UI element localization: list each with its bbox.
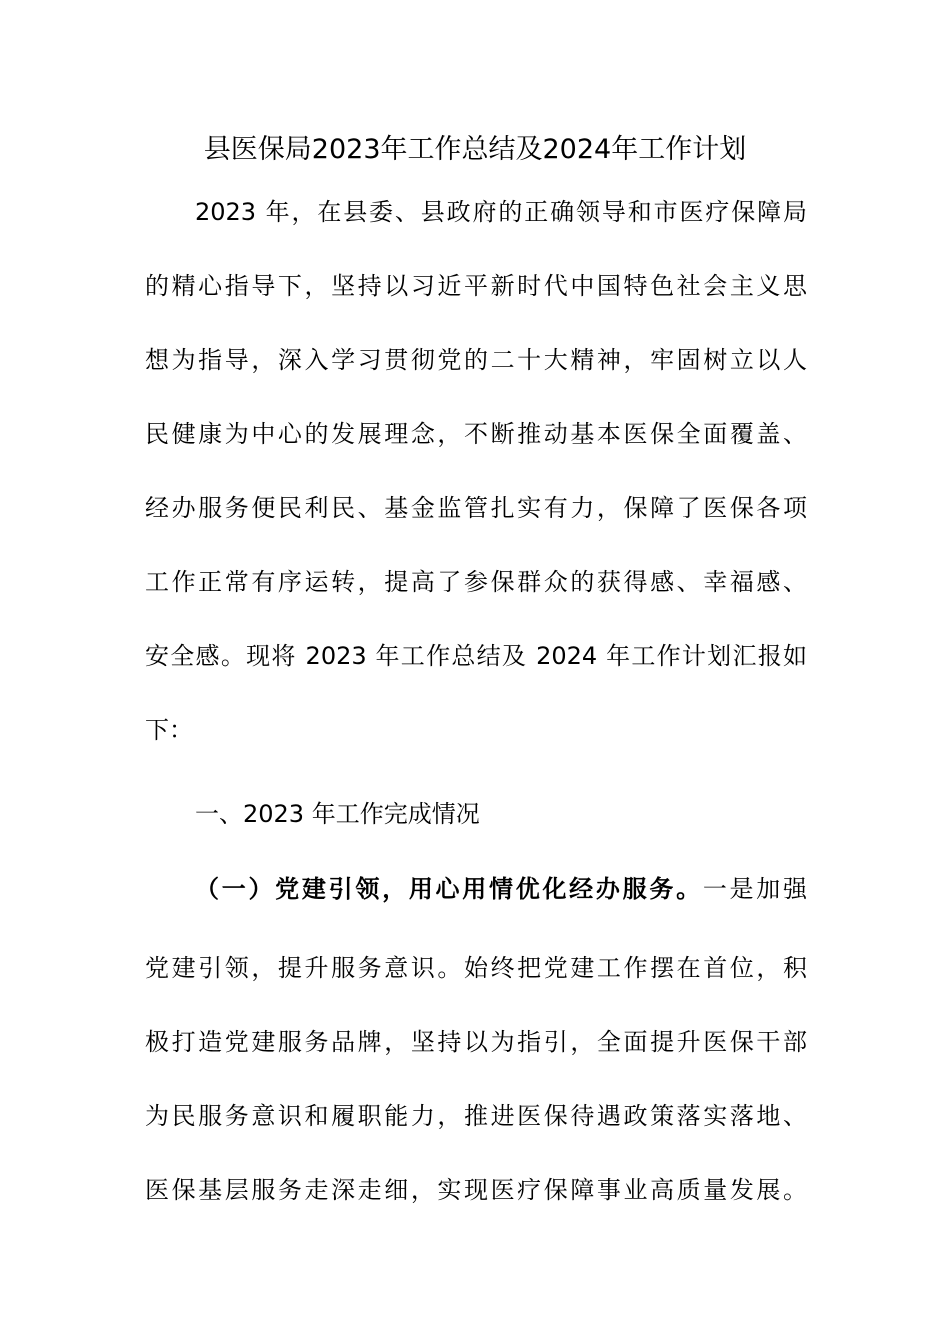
document-title: 县医保局2023年工作总结及2024年工作计划 bbox=[203, 134, 747, 165]
paragraph-line: 党建引领，提升服务意识。始终把党建工作摆在首位，积 bbox=[145, 954, 807, 982]
subsection-heading: （一）党建引领，用心用情优化经办服务。 bbox=[195, 875, 703, 903]
paragraph-line: 下： bbox=[145, 716, 193, 744]
paragraph-line-first bbox=[195, 871, 807, 907]
section-heading: 一、2023 年工作完成情况 bbox=[195, 800, 480, 828]
paragraph-line: 极打造党建服务品牌，坚持以为指引，全面提升医保干部 bbox=[145, 1028, 807, 1056]
paragraph-line: 民健康为中心的发展理念，不断推动基本医保全面覆盖、 bbox=[145, 420, 807, 448]
paragraph-line: 2023 年，在县委、县政府的正确领导和市医疗保障局 bbox=[195, 198, 807, 226]
paragraph-line: 医保基层服务走深走细，实现医疗保障事业高质量发展。 bbox=[145, 1176, 807, 1204]
paragraph-line: 的精心指导下，坚持以习近平新时代中国特色社会主义思 bbox=[145, 272, 807, 300]
paragraph-line: 安全感。现将 2023 年工作总结及 2024 年工作计划汇报如 bbox=[145, 642, 807, 670]
paragraph-line: 工作正常有序运转，提高了参保群众的获得感、幸福感、 bbox=[145, 568, 807, 596]
paragraph-line: 想为指导，深入学习贯彻党的二十大精神，牢固树立以人 bbox=[145, 346, 807, 374]
paragraph-text: 一是加强 bbox=[702, 875, 808, 903]
paragraph-line: 为民服务意识和履职能力，推进医保待遇政策落实落地、 bbox=[145, 1102, 807, 1130]
paragraph-line: 经办服务便民利民、基金监管扎实有力，保障了医保各项 bbox=[145, 494, 807, 522]
